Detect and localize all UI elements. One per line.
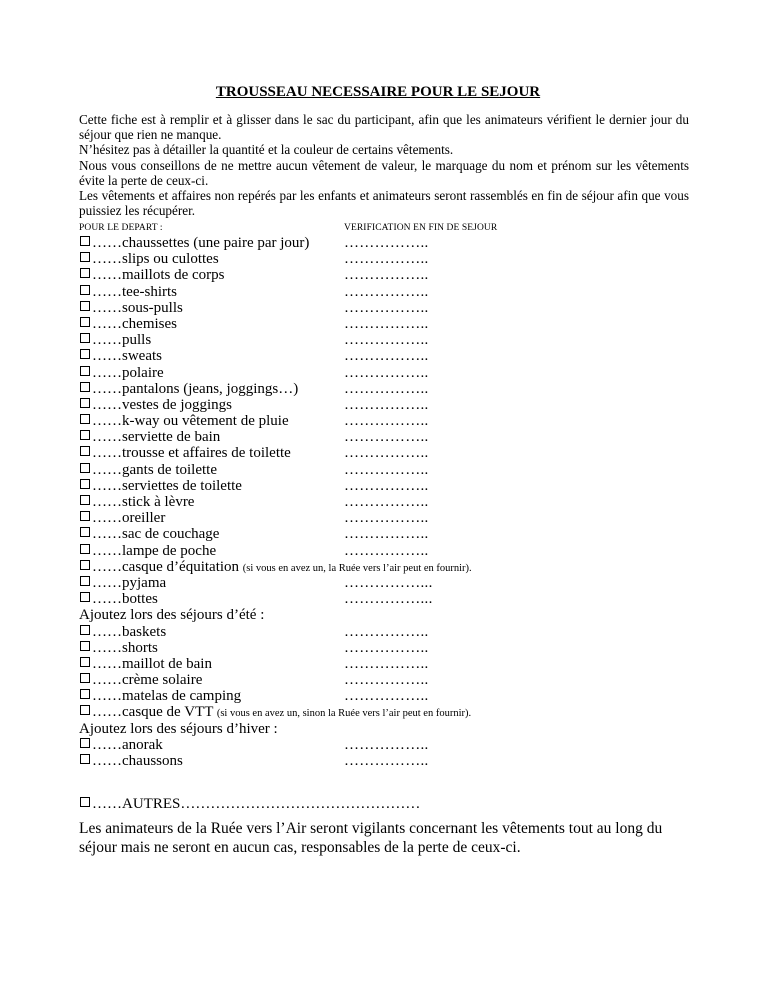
item-label: sweats bbox=[122, 348, 162, 365]
item-label: lampe de poche bbox=[122, 542, 217, 559]
item-label: chaussons bbox=[122, 753, 183, 769]
checkbox[interactable] bbox=[80, 333, 90, 343]
item-label: pyjama bbox=[122, 574, 167, 591]
item-label: polaire bbox=[122, 364, 164, 381]
leader-dots: …… bbox=[92, 251, 122, 268]
leader-dots: …… bbox=[92, 753, 122, 769]
checklist-item bbox=[79, 478, 699, 494]
checkbox[interactable] bbox=[80, 511, 90, 521]
leader-dots: …… bbox=[92, 736, 122, 753]
leader-dots: …… bbox=[92, 688, 122, 705]
checklist bbox=[79, 235, 699, 812]
checkbox[interactable] bbox=[80, 236, 90, 246]
intro-paragraph: N’hésitez pas à détailler la quantité et la couleur de certains vêtements. bbox=[79, 142, 454, 158]
item-label: baskets bbox=[122, 623, 167, 640]
checklist-item bbox=[79, 543, 699, 559]
verification-dots: …………….. bbox=[344, 315, 429, 332]
leader-dots: …… bbox=[92, 542, 122, 559]
checkbox[interactable] bbox=[80, 657, 90, 667]
checklist-item bbox=[79, 737, 699, 753]
item-label: oreiller bbox=[122, 510, 166, 527]
leader-dots: …… bbox=[92, 510, 122, 527]
checklist-item bbox=[79, 316, 699, 332]
checkbox[interactable] bbox=[80, 754, 90, 764]
leader-dots: …… bbox=[92, 445, 122, 462]
column-header-verification: VERIFICATION EN FIN DE SEJOUR bbox=[344, 223, 498, 233]
checkbox[interactable] bbox=[80, 576, 90, 586]
leader-dots: …… bbox=[92, 396, 122, 413]
leader-dots: …… bbox=[92, 591, 122, 608]
checklist-item bbox=[79, 575, 699, 591]
checkbox[interactable] bbox=[80, 479, 90, 489]
intro-paragraph: Nous vous conseillons de ne mettre aucun vêtement de valeur, le marquage du nom et prénom sur les vêtements évite la perte de ceux-ci. bbox=[79, 157, 689, 188]
item-label: AUTRES bbox=[122, 796, 181, 813]
checklist-item bbox=[79, 462, 699, 478]
leader-dots: …… bbox=[92, 429, 122, 446]
leader-dots: …… bbox=[92, 639, 122, 656]
item-label: vestes de joggings bbox=[122, 396, 232, 413]
checklist-item bbox=[79, 688, 699, 704]
checklist-item bbox=[79, 429, 699, 445]
checkbox[interactable] bbox=[80, 641, 90, 651]
verification-dots: ……………... bbox=[344, 574, 433, 591]
checkbox[interactable] bbox=[80, 382, 90, 392]
checklist-item bbox=[79, 365, 699, 381]
verification-dots: …………….. bbox=[344, 283, 429, 300]
checklist-item bbox=[79, 624, 699, 640]
checkbox[interactable] bbox=[80, 592, 90, 602]
verification-dots: ……………... bbox=[344, 591, 433, 608]
leader-dots: …… bbox=[92, 332, 122, 349]
leader-dots: …… bbox=[92, 235, 122, 251]
checkbox[interactable] bbox=[80, 317, 90, 327]
leader-dots: …… bbox=[92, 348, 122, 365]
verification-dots: …………….. bbox=[344, 494, 429, 510]
verification-dots: …………….. bbox=[344, 445, 429, 462]
checklist-item bbox=[79, 445, 699, 461]
checkbox[interactable] bbox=[80, 430, 90, 440]
intro-paragraph: Cette fiche est à remplir et à glisser dans le sac du participant, afin que les animateurs vérifient le dernier jour du séjour que rien ne manque. bbox=[79, 112, 689, 143]
checklist-item bbox=[79, 381, 699, 397]
checkbox[interactable] bbox=[80, 301, 90, 311]
verification-dots: …………….. bbox=[344, 235, 429, 251]
item-label: anorak bbox=[122, 736, 163, 753]
item-note: (si vous en avez un, sinon la Ruée vers l’air peut en fournir). bbox=[216, 708, 472, 720]
item-label: stick à lèvre bbox=[122, 494, 195, 510]
item-label: casque de VTT bbox=[122, 704, 214, 721]
checklist-item bbox=[79, 397, 699, 413]
verification-dots: …………….. bbox=[344, 736, 429, 753]
item-label: sac de couchage bbox=[122, 526, 220, 543]
checkbox[interactable] bbox=[80, 560, 90, 570]
checkbox[interactable] bbox=[80, 527, 90, 537]
item-label: pantalons (jeans, joggings…) bbox=[122, 380, 299, 397]
leader-dots: …… bbox=[92, 704, 122, 721]
verification-dots: …………….. bbox=[344, 364, 429, 381]
section-heading-winter: Ajoutez lors des séjours d’hiver : bbox=[79, 720, 278, 737]
verification-dots: …………….. bbox=[344, 477, 429, 494]
column-header-departure: POUR LE DEPART : bbox=[79, 223, 163, 233]
item-label: chaussettes (une paire par jour) bbox=[122, 235, 310, 251]
checkbox[interactable] bbox=[80, 544, 90, 554]
checkbox[interactable] bbox=[80, 366, 90, 376]
checklist-item bbox=[79, 332, 699, 348]
item-label: tee-shirts bbox=[122, 283, 177, 300]
checklist-item bbox=[79, 640, 699, 656]
verification-dots: …………….. bbox=[344, 380, 429, 397]
checkbox[interactable] bbox=[80, 625, 90, 635]
checklist-item-other bbox=[79, 796, 699, 812]
item-label: k-way ou vêtement de pluie bbox=[122, 413, 289, 430]
leader-dots: …… bbox=[92, 655, 122, 672]
checkbox[interactable] bbox=[80, 689, 90, 699]
verification-dots: …………….. bbox=[344, 396, 429, 413]
verification-dots: …………….. bbox=[344, 299, 429, 316]
checkbox[interactable] bbox=[80, 398, 90, 408]
item-label: maillot de bain bbox=[122, 655, 212, 672]
closing-statement: Les animateurs de la Ruée vers l’Air seront vigilants concernant les vêtements tout au long du séjour mais ne seront en aucun cas, responsables de la perte de ceux-ci. bbox=[79, 820, 663, 856]
item-label: casque d’équitation bbox=[122, 558, 240, 575]
verification-dots: …………….. bbox=[344, 655, 429, 672]
leader-dots: …… bbox=[92, 672, 122, 689]
leader-dots: …… bbox=[92, 461, 122, 478]
checkbox[interactable] bbox=[80, 446, 90, 456]
item-label: chemises bbox=[122, 315, 177, 332]
verification-dots: …………….. bbox=[344, 332, 429, 349]
verification-dots: …………….. bbox=[344, 623, 429, 640]
checklist-item bbox=[79, 284, 699, 300]
verification-dots: …………….. bbox=[344, 429, 429, 446]
leader-dots: …… bbox=[92, 623, 122, 640]
checklist-item bbox=[79, 704, 699, 720]
leader-dots: …… bbox=[92, 796, 122, 813]
leader-dots: …… bbox=[92, 283, 122, 300]
verification-dots: …………….. bbox=[344, 526, 429, 543]
spacer bbox=[79, 769, 699, 796]
intro-paragraph: Les vêtements et affaires non repérés par les enfants et animateurs seront rassemblés en fin de séjour afin que vous puissiez les récupérer. bbox=[79, 188, 689, 219]
verification-dots: …………….. bbox=[344, 672, 429, 689]
checklist-item bbox=[79, 348, 699, 364]
checkbox[interactable] bbox=[80, 285, 90, 295]
checklist-item bbox=[79, 251, 699, 267]
intro-text bbox=[79, 112, 689, 218]
checklist-item bbox=[79, 526, 699, 542]
item-label: gants de toilette bbox=[122, 461, 217, 478]
checkbox[interactable] bbox=[80, 268, 90, 278]
checkbox[interactable] bbox=[80, 349, 90, 359]
checkbox[interactable] bbox=[80, 738, 90, 748]
leader-dots: …… bbox=[92, 526, 122, 543]
item-label: serviettes de toilette bbox=[122, 477, 242, 494]
checklist-item bbox=[79, 300, 699, 316]
checkbox[interactable] bbox=[80, 673, 90, 683]
leader-dots: …… bbox=[92, 574, 122, 591]
checklist-item bbox=[79, 235, 699, 251]
verification-dots: …………….. bbox=[344, 461, 429, 478]
item-label: sous-pulls bbox=[122, 299, 183, 316]
leader-dots: …… bbox=[92, 364, 122, 381]
item-label: bottes bbox=[122, 591, 158, 608]
verification-dots: …………….. bbox=[344, 413, 429, 430]
verification-dots: …………….. bbox=[344, 639, 429, 656]
item-label: trousse et affaires de toilette bbox=[122, 445, 291, 462]
checklist-item bbox=[79, 559, 699, 575]
item-label: slips ou culottes bbox=[122, 251, 219, 268]
checkbox[interactable] bbox=[80, 414, 90, 424]
checklist-item bbox=[79, 267, 699, 283]
checklist-item bbox=[79, 494, 699, 510]
checklist-item bbox=[79, 413, 699, 429]
item-label: crème solaire bbox=[122, 672, 203, 689]
section-heading-summer: Ajoutez lors des séjours d’été : bbox=[79, 607, 265, 624]
leader-dots: …… bbox=[92, 267, 122, 284]
checklist-item bbox=[79, 591, 699, 607]
leader-dots: …… bbox=[92, 477, 122, 494]
leader-dots: …… bbox=[92, 315, 122, 332]
verification-dots: …………….. bbox=[344, 510, 429, 527]
leader-dots: …… bbox=[92, 558, 122, 575]
page-title: TROUSSEAU NECESSAIRE POUR LE SEJOUR bbox=[215, 84, 541, 100]
checklist-item bbox=[79, 753, 699, 769]
leader-dots: …… bbox=[92, 494, 122, 510]
checklist-item bbox=[79, 510, 699, 526]
item-label: serviette de bain bbox=[122, 429, 221, 446]
verification-dots: …………….. bbox=[344, 542, 429, 559]
item-label: maillots de corps bbox=[122, 267, 225, 284]
verification-dots: …………….. bbox=[344, 753, 429, 769]
checkbox[interactable] bbox=[80, 495, 90, 505]
leader-dots: …… bbox=[92, 413, 122, 430]
verification-dots: …………….. bbox=[344, 688, 429, 705]
checklist-item bbox=[79, 656, 699, 672]
verification-dots: …………….. bbox=[344, 348, 429, 365]
item-label: pulls bbox=[122, 332, 152, 349]
verification-dots: …………….. bbox=[344, 267, 429, 284]
item-label: shorts bbox=[122, 639, 158, 656]
verification-dots: …………….. bbox=[344, 251, 429, 268]
item-note: (si vous en avez un, la Ruée vers l’air peut en fournir). bbox=[242, 562, 472, 574]
fill-in-dots: ………………………………………… bbox=[180, 796, 421, 813]
checkbox[interactable] bbox=[80, 797, 90, 807]
item-label: matelas de camping bbox=[122, 688, 242, 705]
checklist-item bbox=[79, 672, 699, 688]
checkbox[interactable] bbox=[80, 252, 90, 262]
checkbox[interactable] bbox=[80, 705, 90, 715]
leader-dots: …… bbox=[92, 299, 122, 316]
checkbox[interactable] bbox=[80, 463, 90, 473]
leader-dots: …… bbox=[92, 380, 122, 397]
